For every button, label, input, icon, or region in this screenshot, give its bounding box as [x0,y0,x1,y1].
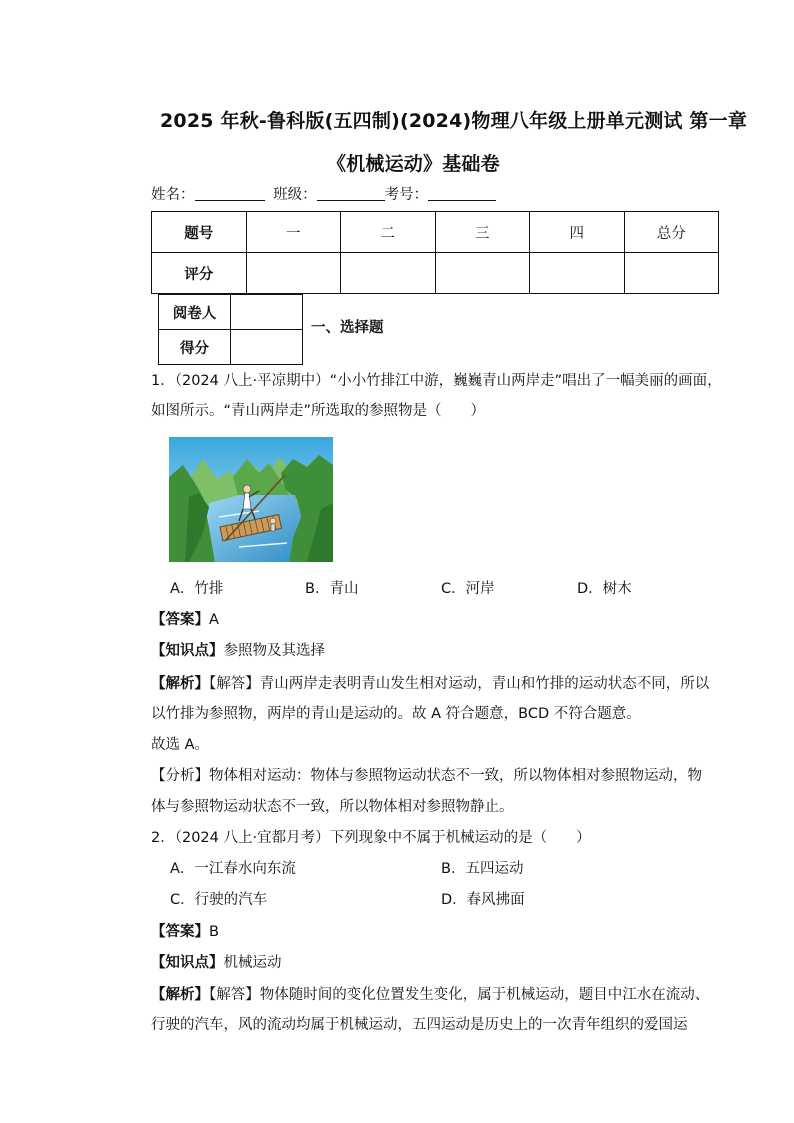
q2-option-b: B．五四运动 [441,861,524,877]
q1-knowledge [151,641,325,661]
exam-no-label: 考号： [384,187,429,203]
q2-answer [151,922,219,942]
q1-answer [151,610,219,630]
q1-answer-value: A [209,612,219,628]
score-cell[interactable] [624,253,719,294]
q1-option-d: D．树木 [577,581,632,597]
q2-knowledge-value: 机械运动 [223,955,282,971]
q2-answer-label: 【答案】 [151,924,209,940]
q2-analysis-line1 [151,985,709,1005]
score-table-score-row [152,253,719,294]
q1-analysis-line2: 以竹排为参照物，两岸的青山是运动的。故 A 符合题意，BCD 不符合题意。 [151,706,641,722]
q2-analysis-text: 【解答】物体随时间的变化位置发生变化，属于机械运动，题目中江水在流动、 [209,987,710,1003]
exam-no-blank[interactable] [428,186,496,201]
q1-knowledge-value: 参照物及其选择 [223,643,325,659]
class-label: 班级： [273,187,317,203]
q2-analysis-label: 【解析】 [151,987,209,1003]
document-title-line1: 2025 年秋-鲁科版(五四制)(2024)物理八年级上册单元测试 第一章 [160,110,748,132]
q2-analysis-line2: 行驶的汽车，风的流动均属于机械运动，五四运动是历史上的一次青年组织的爱国运 [151,1017,688,1033]
q1-analysis-line3: 故选 A。 [151,737,210,753]
q2-option-d: D．春风拂面 [441,892,525,908]
score-cell[interactable] [435,253,530,294]
q1-analysis-line1 [151,674,709,694]
q2-stem: 2．（2024 八上·宜都月考）下列现象中不属于机械运动的是（ ） [151,830,591,846]
grader-cell[interactable] [231,295,303,330]
q1-fenxi-line1: 【分析】物体相对运动：物体与参照物运动状态不一致，所以物体相对参照物运动，物 [151,768,702,784]
q1-knowledge-label: 【知识点】 [151,643,224,659]
score-header-cell: 四 [530,212,625,253]
class-blank[interactable] [317,186,385,201]
document-title-line2: 《机械运动》基础卷 [327,153,500,175]
grader-label: 阅卷人 [159,295,231,330]
points-label: 得分 [159,330,231,365]
score-header-cell: 二 [341,212,436,253]
score-cell[interactable] [341,253,436,294]
q2-knowledge-label: 【知识点】 [151,955,224,971]
q1-option-a: A．竹排 [170,581,224,597]
q1-option-c: C．河岸 [441,581,495,597]
q2-option-c: C．行驶的汽车 [170,892,268,908]
score-table-header-row [152,212,719,253]
score-row-label: 评分 [152,253,247,294]
score-cell[interactable] [246,253,341,294]
q1-answer-label: 【答案】 [151,612,209,628]
q1-analysis-label: 【解析】 [151,676,209,692]
raft-river-illustration [169,437,333,562]
score-cell[interactable] [530,253,625,294]
q2-answer-value: B [209,924,219,940]
grader-table [158,294,303,365]
name-blank[interactable] [195,186,265,201]
score-header-cell: 一 [246,212,341,253]
student-info-line [151,185,496,205]
q1-fenxi-line2: 体与参照物运动状态不一致，所以物体相对参照物静止。 [151,799,514,815]
q2-option-a: A．一江春水向东流 [170,861,296,877]
score-header-cell: 三 [435,212,530,253]
name-label: 姓名： [151,187,195,203]
q1-analysis-text: 【解答】青山两岸走表明青山发生相对运动，青山和竹排的运动状态不同，所以 [209,676,710,692]
q1-stem-line2: 如图所示。“青山两岸走”所选取的参照物是（ ） [151,403,486,419]
score-header-cell: 题号 [152,212,247,253]
q1-stem-line1: 1．（2024 八上·平凉期中）“小小竹排江中游，巍巍青山两岸走”唱出了一幅美丽的画面， [151,373,722,389]
section-title: 一、选择题 [311,320,384,336]
score-header-cell: 总分 [624,212,719,253]
q1-option-b: B．青山 [305,581,359,597]
q2-knowledge [151,953,282,973]
score-table [151,211,719,294]
points-cell[interactable] [231,330,303,365]
